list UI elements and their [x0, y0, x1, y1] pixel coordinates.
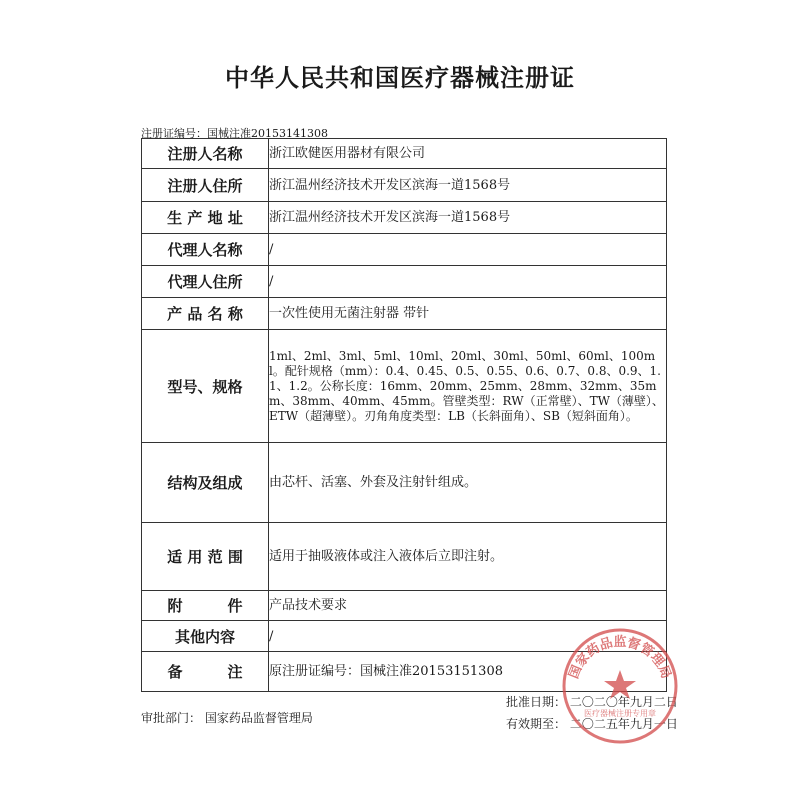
row-label: 代理人住所 — [142, 266, 269, 298]
row-value: 原注册证编号：国械注准20153151308 — [269, 652, 667, 692]
row-label: 型号、规格 — [142, 330, 269, 443]
table-row — [142, 202, 667, 234]
expiry-date: 有效期至： 二〇二五年九月一日 — [506, 717, 678, 731]
table-row — [142, 139, 667, 169]
row-label: 生 产 地 址 — [142, 202, 269, 234]
official-seal-icon — [560, 626, 680, 746]
row-value — [269, 330, 667, 443]
row-value: 浙江欧健医用器材有限公司 — [269, 139, 667, 169]
row-label: 备 注 — [142, 652, 269, 692]
table-row — [142, 234, 667, 266]
row-value: / — [269, 621, 667, 652]
table-row — [142, 523, 667, 591]
row-value: / — [269, 266, 667, 298]
table-row — [142, 591, 667, 621]
row-value: 一次性使用无菌注射器 带针 — [269, 298, 667, 330]
document-title: 中华人民共和国医疗器械注册证 — [225, 64, 575, 92]
row-value: 浙江温州经济技术开发区滨海一道1568号 — [269, 169, 667, 202]
table-row — [142, 443, 667, 523]
row-label: 注册人名称 — [142, 139, 269, 169]
row-value: 产品技术要求 — [269, 591, 667, 621]
row-value: / — [269, 234, 667, 266]
row-value: 适用于抽吸液体或注入液体后立即注射。 — [269, 523, 667, 591]
registration-number: 注册证编号：国械注准20153141308 — [141, 127, 328, 140]
row-label: 其他内容 — [142, 621, 269, 652]
row-label: 附 件 — [142, 591, 269, 621]
seal-sub-text: 医疗器械注册专用章 — [584, 709, 656, 718]
row-label: 结构及组成 — [142, 443, 269, 523]
table-row — [142, 330, 667, 443]
row-value: 浙江温州经济技术开发区滨海一道1568号 — [269, 202, 667, 234]
row-label: 注册人住所 — [142, 169, 269, 202]
approval-authority: 审批部门： 国家药品监督管理局 — [141, 711, 313, 725]
row-label: 产 品 名 称 — [142, 298, 269, 330]
seal-star — [604, 670, 636, 699]
certificate-table — [141, 138, 667, 692]
table-row — [142, 169, 667, 202]
row-label: 代理人名称 — [142, 234, 269, 266]
table-row — [142, 298, 667, 330]
approval-date: 批准日期： 二〇二〇年九月二日 — [506, 695, 678, 709]
table-row — [142, 266, 667, 298]
row-value: 由芯杆、活塞、外套及注射针组成。 — [269, 443, 667, 523]
seal-text: 国家药品监督管理局 — [566, 635, 674, 681]
row-label: 适 用 范 围 — [142, 523, 269, 591]
spec-text: 1ml、2ml、3ml、5ml、10ml、20ml、30ml、50ml、60ml、100ml。配针规格（mm）：0.4、0.45、0.5、0.55、0.6、0.7、0.8、0.9、1.1、1.2。公称长度：16mm、20mm、25mm、28mm、32mm、35mm、38mm、40mm、45mm。管壁类型：RW（正常壁）、TW（薄壁）、ETW（超薄壁）。刃角角度类型：LB（长斜面角）、SB（短斜面角）。 — [269, 348, 664, 423]
